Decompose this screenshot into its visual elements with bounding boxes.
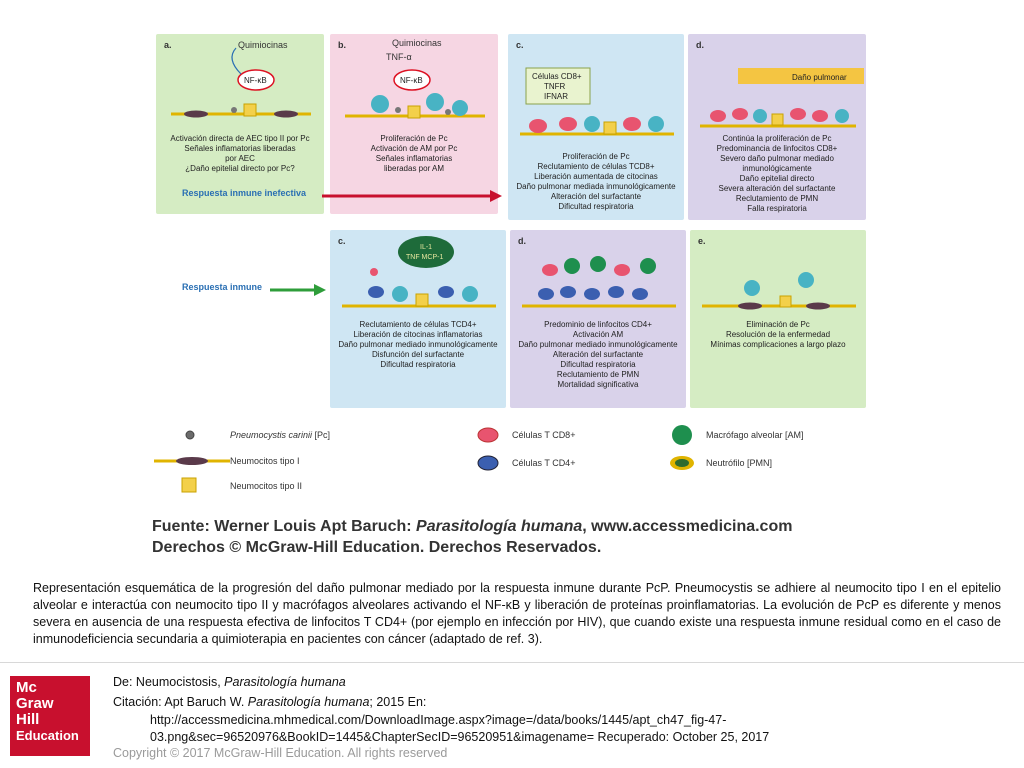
panel-c-top xyxy=(508,34,684,220)
source-line: De: Neumocistosis, Parasitología humana xyxy=(113,675,346,689)
cd8-box-text: Células CD8+ TNFR IFNAR xyxy=(532,72,582,101)
panel-e-caption: Eliminación de Pc Resolución de la enfermedad Mínimas complicaciones a largo plazo xyxy=(710,320,846,349)
macrofago-alveolar xyxy=(452,100,468,116)
panel-letter: b. xyxy=(338,40,346,50)
figure-source: Fuente: Werner Louis Apt Baruch: Parasitología humana, www.accessmedicina.com xyxy=(152,518,793,535)
nfkb-label: NF-κB xyxy=(244,76,267,85)
legend-cd4-label: Células T CD4+ xyxy=(512,458,576,468)
celula-cd4 xyxy=(584,288,600,300)
quimiocinas-label: Quimiocinas xyxy=(392,38,442,48)
panel-d-caption: Continúa la proliferación de Pc Predominancia de linfocitos CD8+ Severo daño pulmonar mediado inmunológicamente Daño epitelial directo Severa alteración del surfactante Reclutamiento de PMN Falla respiratoria xyxy=(716,134,838,213)
panel-d-top xyxy=(688,34,866,220)
macrofago-alveolar xyxy=(371,95,389,113)
panel-d-bottom-illustration xyxy=(510,230,686,320)
tnf-label: TNF-α xyxy=(386,52,412,62)
panel-c-bottom xyxy=(330,230,506,408)
panel-letter: d. xyxy=(518,236,526,246)
celula-cd8 xyxy=(710,110,726,122)
panel-letter: c. xyxy=(516,40,524,50)
celula-cd8 xyxy=(623,117,641,131)
panel-a-caption: Activación directa de AEC tipo II por Pc Señales inflamatorias liberadas por AEC ¿Daño epitelial directo por Pc? xyxy=(170,134,310,173)
panel-a xyxy=(156,34,324,214)
macrofago-alveolar xyxy=(590,256,606,272)
figure-rights: Derechos © McGraw-Hill Education. Derechos Reservados. xyxy=(152,539,602,556)
mcgraw-hill-logo: Mc Graw Hill Education xyxy=(10,676,90,756)
panel-letter: a. xyxy=(164,40,172,50)
neumocito-tipo-2 xyxy=(780,296,791,307)
pc-organism xyxy=(445,109,451,115)
celula-cd4 xyxy=(368,286,384,298)
celula-cd8 xyxy=(529,119,547,133)
panel-letter: c. xyxy=(338,236,346,246)
pc-organism xyxy=(370,268,378,276)
pc-organism xyxy=(231,107,237,113)
macrofago-alveolar xyxy=(462,286,478,302)
celula-cd8 xyxy=(732,108,748,120)
legend-pc-icon xyxy=(182,428,202,442)
panel-b-caption: Proliferación de Pc Activación de AM por Pc Señales inflamatorias liberadas por AM xyxy=(370,134,458,173)
celula-cd8 xyxy=(614,264,630,276)
legend-neumocito-2-icon xyxy=(180,476,200,494)
macrofago-alveolar xyxy=(835,109,849,123)
celula-cd4 xyxy=(538,288,554,300)
macrofago-alveolar xyxy=(426,93,444,111)
ineffective-response-label: Respuesta inmune inefectiva xyxy=(182,188,307,198)
panel-b xyxy=(330,34,498,214)
pc-organism xyxy=(395,107,401,113)
citation-url-1[interactable]: http://accessmedicina.mhmedical.com/DownloadImage.aspx?image=/data/books/1445/apt_ch47_fig-47- xyxy=(150,713,727,727)
neumocito-tipo-1 xyxy=(738,303,762,310)
panel-c-bottom-illustration xyxy=(330,230,506,320)
legend-neumocito-1-icon xyxy=(154,454,230,468)
panel-letter: e. xyxy=(698,236,706,246)
panel-c-caption: Proliferación de Pc Reclutamiento de células TCD8+ Liberación aumentada de citocinas Daño pulmonar mediada inmunológicamente Alteración del surfactante Dificultad respiratoria xyxy=(516,152,676,211)
quimiocinas-label: Quimiocinas xyxy=(238,40,288,50)
celula-cd4 xyxy=(438,286,454,298)
immune-response-label: Respuesta inmune xyxy=(182,282,263,292)
celula-cd8 xyxy=(559,117,577,131)
immune-arrow xyxy=(270,284,326,296)
neumocito-tipo-1 xyxy=(274,111,298,118)
legend-am-label: Macrófago alveolar [AM] xyxy=(706,430,804,440)
legend-pmn-icon xyxy=(668,454,698,472)
celula-cd4 xyxy=(560,286,576,298)
damage-banner-text: Daño pulmonar xyxy=(792,73,847,82)
macrofago-alveolar xyxy=(584,116,600,132)
macrofago-alveolar xyxy=(392,286,408,302)
neumocito-tipo-2 xyxy=(244,104,256,116)
macrofago-alveolar xyxy=(744,280,760,296)
legend-pmn-label: Neutrófilo [PMN] xyxy=(706,458,773,468)
celula-cd8 xyxy=(790,108,806,120)
cytokine-text: IL-1 TNF MCP-1 xyxy=(406,244,444,261)
nfkb-label: NF-κB xyxy=(400,76,423,85)
citation-line: Citación: Apt Baruch W. Parasitología humana; 2015 En: xyxy=(113,695,427,709)
macrofago-alveolar xyxy=(648,116,664,132)
signal-arrow xyxy=(232,48,241,74)
macrofago-alveolar xyxy=(798,272,814,288)
legend-neumocito-1-label: Neumocitos tipo I xyxy=(230,456,300,466)
neumocito-tipo-2 xyxy=(772,114,783,125)
legend-neumocito-2-label: Neumocitos tipo II xyxy=(230,481,303,491)
panel-letter: d. xyxy=(696,40,704,50)
legend-pc-label: Pneumocystis carinii [Pc] xyxy=(230,430,331,440)
legend-am-icon xyxy=(670,424,696,446)
macrofago-alveolar xyxy=(753,109,767,123)
panel-c-illustration xyxy=(508,34,684,144)
celula-cd4 xyxy=(632,288,648,300)
figure xyxy=(150,30,870,558)
panel-d-bottom xyxy=(510,230,686,408)
panel-e-illustration xyxy=(690,230,866,320)
celula-cd4 xyxy=(608,286,624,298)
panel-e xyxy=(690,230,866,408)
neumocito-tipo-2 xyxy=(408,106,420,118)
legend-cd8-label: Células T CD8+ xyxy=(512,430,576,440)
macrofago-alveolar xyxy=(564,258,580,274)
citation-url-2[interactable]: 03.png&sec=96520976&BookID=1445&ChapterSecID=96520951&imagename= Recuperado: October 25, 2017 xyxy=(150,730,770,744)
ineffective-arrow xyxy=(322,190,502,202)
celula-cd8 xyxy=(542,264,558,276)
neumocito-tipo-2 xyxy=(416,294,428,306)
figure-caption: Representación esquemática de la progresión del daño pulmonar mediado por la respuesta inmune durante PcP. Pneumocystis se adhiere al neumocito tipo I en el epitelio alveolar e interactúa con neumocito tipo II y macrófagos alveolares activando el NF-κB y liberación de proteínas proinflamatorias. La evolución de PcP es diferente y menos severa en ausencia de una respuesta efectiva de linfocitos T CD4+ (por ejemplo en infección por HIV), que cuando existe una respuesta inmune residual como en el caso de inmunodeficiencia secundaria a quimioterapia en pacientes con cáncer (adaptado de ref. 3). xyxy=(33,581,1001,646)
neumocito-tipo-1 xyxy=(184,111,208,118)
neumocito-tipo-1 xyxy=(806,303,830,310)
panel-b-illustration xyxy=(330,34,498,134)
neumocito-tipo-2 xyxy=(604,122,616,134)
panel-c-bottom-caption: Reclutamiento de células TCD4+ Liberación de citocinas inflamatorias Daño pulmonar mediado inmunológicamente Disfunción del surfactante Dificultad respiratoria xyxy=(338,320,498,369)
legend-cd4-icon xyxy=(476,454,502,472)
divider xyxy=(0,662,1024,663)
panel-a-illustration xyxy=(156,34,324,134)
macrofago-alveolar xyxy=(640,258,656,274)
copyright-notice: Copyright © 2017 McGraw-Hill Education. All rights reserved xyxy=(113,746,448,760)
celula-cd8 xyxy=(812,110,828,122)
panel-d-bottom-caption: Predominio de linfocitos CD4+ Activación AM Daño pulmonar mediado inmunológicamente Alteración del surfactante Dificultad respiratoria Reclutamiento de PMN Mortalidad significativa xyxy=(518,320,678,389)
legend-cd8-icon xyxy=(476,426,502,444)
panel-d-illustration xyxy=(688,34,866,134)
cytokine-oval xyxy=(398,236,454,268)
